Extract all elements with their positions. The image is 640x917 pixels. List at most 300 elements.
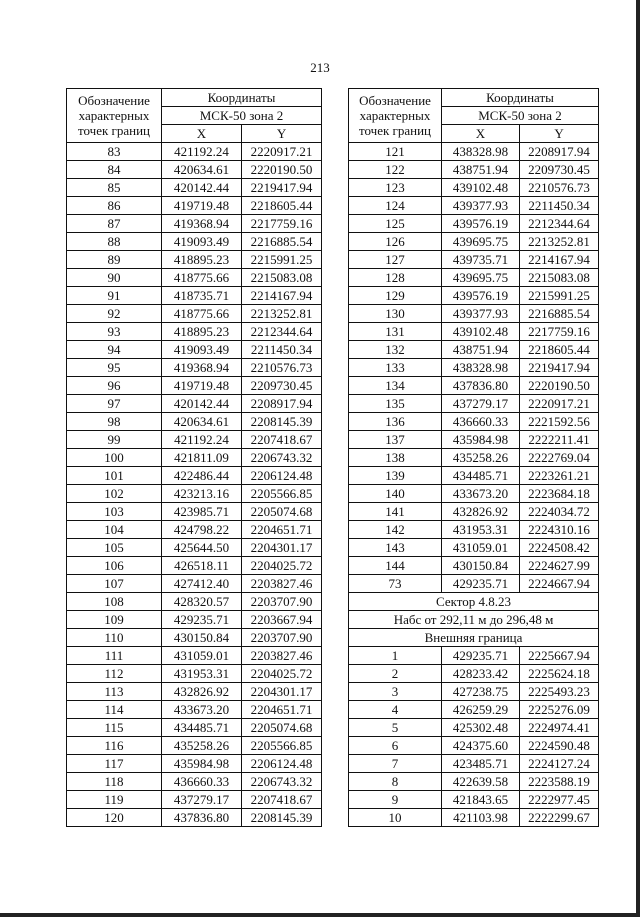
table-row <box>67 143 322 161</box>
table-row <box>67 503 322 521</box>
table-row <box>67 701 322 719</box>
point-number: 88 <box>67 233 162 251</box>
coord-y: 2209730.45 <box>242 377 322 395</box>
coord-x: 419093.49 <box>162 341 242 359</box>
point-number: 124 <box>349 197 442 215</box>
coord-x: 428320.57 <box>162 593 242 611</box>
header-x: X <box>442 125 520 143</box>
table-row <box>67 575 322 593</box>
coord-y: 2208917.94 <box>520 143 599 161</box>
coord-x: 421192.24 <box>162 143 242 161</box>
sector-table-body <box>349 647 599 827</box>
coord-x: 439377.93 <box>442 197 520 215</box>
point-number: 87 <box>67 215 162 233</box>
table-row <box>67 611 322 629</box>
coord-x: 427238.75 <box>442 683 520 701</box>
point-number: 108 <box>67 593 162 611</box>
coord-y: 2215083.08 <box>242 269 322 287</box>
coord-y: 2207418.67 <box>242 791 322 809</box>
point-number: 97 <box>67 395 162 413</box>
coord-x: 439576.19 <box>442 215 520 233</box>
table-row <box>349 503 599 521</box>
coord-y: 2219417.94 <box>520 359 599 377</box>
point-number: 119 <box>67 791 162 809</box>
point-number: 99 <box>67 431 162 449</box>
point-number: 137 <box>349 431 442 449</box>
table-row <box>67 305 322 323</box>
point-number: 7 <box>349 755 442 773</box>
point-number: 115 <box>67 719 162 737</box>
coord-x: 429235.71 <box>442 575 520 593</box>
coord-x: 422639.58 <box>442 773 520 791</box>
coord-y: 2224310.16 <box>520 521 599 539</box>
coord-y: 2204651.71 <box>242 521 322 539</box>
coord-x: 418775.66 <box>162 269 242 287</box>
coord-x: 439695.75 <box>442 269 520 287</box>
coord-x: 418895.23 <box>162 323 242 341</box>
table-row <box>67 539 322 557</box>
point-number: 107 <box>67 575 162 593</box>
coord-x: 438751.94 <box>442 341 520 359</box>
coord-y: 2218605.44 <box>520 341 599 359</box>
coord-y: 2222211.41 <box>520 431 599 449</box>
coord-y: 2203667.94 <box>242 611 322 629</box>
table-row <box>349 377 599 395</box>
coord-y: 2225624.18 <box>520 665 599 683</box>
coord-y: 2205074.68 <box>242 503 322 521</box>
coord-x: 439576.19 <box>442 287 520 305</box>
point-number: 142 <box>349 521 442 539</box>
point-number: 138 <box>349 449 442 467</box>
coord-y: 2218605.44 <box>242 197 322 215</box>
table-row <box>67 359 322 377</box>
point-number: 83 <box>67 143 162 161</box>
point-number: 85 <box>67 179 162 197</box>
point-number: 91 <box>67 287 162 305</box>
coord-y: 2208917.94 <box>242 395 322 413</box>
coord-y: 2223261.21 <box>520 467 599 485</box>
coord-x: 435258.26 <box>442 449 520 467</box>
table-row <box>349 251 599 269</box>
table-row <box>349 665 599 683</box>
right-table-body <box>349 143 599 593</box>
coord-x: 437836.80 <box>162 809 242 827</box>
coord-x: 432826.92 <box>162 683 242 701</box>
point-number: 131 <box>349 323 442 341</box>
point-number: 109 <box>67 611 162 629</box>
table-row <box>67 521 322 539</box>
point-number: 122 <box>349 161 442 179</box>
point-number: 2 <box>349 665 442 683</box>
point-number: 117 <box>67 755 162 773</box>
coord-x: 426518.11 <box>162 557 242 575</box>
coord-x: 430150.84 <box>442 557 520 575</box>
coord-y: 2223588.19 <box>520 773 599 791</box>
coord-x: 421103.98 <box>442 809 520 827</box>
coord-y: 2210576.73 <box>242 359 322 377</box>
table-row <box>67 323 322 341</box>
coord-x: 435984.98 <box>162 755 242 773</box>
table-row <box>67 161 322 179</box>
coord-y: 2213252.81 <box>242 305 322 323</box>
point-number: 84 <box>67 161 162 179</box>
point-number: 1 <box>349 647 442 665</box>
coord-x: 428233.42 <box>442 665 520 683</box>
table-row <box>349 179 599 197</box>
coord-x: 437279.17 <box>162 791 242 809</box>
table-row <box>67 395 322 413</box>
coord-y: 2209730.45 <box>520 161 599 179</box>
table-row <box>349 701 599 719</box>
coord-x: 433673.20 <box>162 701 242 719</box>
sector-height-range: Набс от 292,11 м до 296,48 м <box>349 611 599 629</box>
table-row <box>67 809 322 827</box>
coord-y: 2224974.41 <box>520 719 599 737</box>
table-row <box>67 413 322 431</box>
coord-x: 422486.44 <box>162 467 242 485</box>
table-row <box>349 773 599 791</box>
point-number: 139 <box>349 467 442 485</box>
coord-y: 2223684.18 <box>520 485 599 503</box>
coord-y: 2211450.34 <box>520 197 599 215</box>
table-row <box>67 431 322 449</box>
coord-x: 437279.17 <box>442 395 520 413</box>
coord-x: 431059.01 <box>162 647 242 665</box>
point-number: 130 <box>349 305 442 323</box>
coord-y: 2208145.39 <box>242 413 322 431</box>
table-row <box>349 719 599 737</box>
coord-y: 2206124.48 <box>242 467 322 485</box>
coord-x: 436660.33 <box>442 413 520 431</box>
sector-boundary-label: Внешняя граница <box>349 629 599 647</box>
coord-x: 432826.92 <box>442 503 520 521</box>
header-designation: Обозначение характерных точек границ <box>67 89 162 143</box>
coordinates-table-right <box>348 88 599 827</box>
coord-x: 439102.48 <box>442 323 520 341</box>
coord-y: 2222977.45 <box>520 791 599 809</box>
table-row <box>349 269 599 287</box>
coord-y: 2215991.25 <box>242 251 322 269</box>
table-row <box>349 755 599 773</box>
coord-x: 436660.33 <box>162 773 242 791</box>
coord-y: 2220190.50 <box>520 377 599 395</box>
coord-x: 429235.71 <box>442 647 520 665</box>
table-row <box>67 287 322 305</box>
table-row <box>67 629 322 647</box>
coord-y: 2224667.94 <box>520 575 599 593</box>
coord-y: 2204025.72 <box>242 557 322 575</box>
point-number: 112 <box>67 665 162 683</box>
point-number: 101 <box>67 467 162 485</box>
coord-x: 418895.23 <box>162 251 242 269</box>
coordinates-table-left <box>66 88 322 827</box>
point-number: 129 <box>349 287 442 305</box>
table-row <box>67 773 322 791</box>
left-table-body <box>67 143 322 827</box>
coord-x: 430150.84 <box>162 629 242 647</box>
point-number: 135 <box>349 395 442 413</box>
table-row <box>349 791 599 809</box>
coord-y: 2221592.56 <box>520 413 599 431</box>
coord-y: 2220917.21 <box>520 395 599 413</box>
coord-y: 2204025.72 <box>242 665 322 683</box>
header-coords-system: МСК-50 зона 2 <box>162 107 322 125</box>
coord-x: 419093.49 <box>162 233 242 251</box>
header-y: Y <box>520 125 599 143</box>
point-number: 103 <box>67 503 162 521</box>
coord-y: 2220190.50 <box>242 161 322 179</box>
point-number: 143 <box>349 539 442 557</box>
coord-y: 2205074.68 <box>242 719 322 737</box>
coord-y: 2225667.94 <box>520 647 599 665</box>
point-number: 9 <box>349 791 442 809</box>
scan-edge-right <box>636 0 640 917</box>
table-row <box>349 557 599 575</box>
coord-y: 2203707.90 <box>242 629 322 647</box>
coord-x: 434485.71 <box>442 467 520 485</box>
point-number: 128 <box>349 269 442 287</box>
coord-x: 434485.71 <box>162 719 242 737</box>
point-number: 127 <box>349 251 442 269</box>
table-row <box>349 233 599 251</box>
coord-x: 419368.94 <box>162 359 242 377</box>
coord-x: 418775.66 <box>162 305 242 323</box>
coord-y: 2203827.46 <box>242 575 322 593</box>
table-row <box>67 719 322 737</box>
table-row <box>67 683 322 701</box>
point-number: 140 <box>349 485 442 503</box>
table-row <box>349 197 599 215</box>
point-number: 132 <box>349 341 442 359</box>
table-row <box>349 539 599 557</box>
coord-x: 439102.48 <box>442 179 520 197</box>
point-number: 98 <box>67 413 162 431</box>
table-row <box>349 467 599 485</box>
coord-x: 419719.48 <box>162 377 242 395</box>
point-number: 104 <box>67 521 162 539</box>
coord-y: 2208145.39 <box>242 809 322 827</box>
coord-x: 426259.29 <box>442 701 520 719</box>
table-row <box>67 197 322 215</box>
table-row <box>349 287 599 305</box>
coord-y: 2217759.16 <box>520 323 599 341</box>
point-number: 121 <box>349 143 442 161</box>
coord-y: 2214167.94 <box>520 251 599 269</box>
point-number: 4 <box>349 701 442 719</box>
coord-y: 2204301.17 <box>242 539 322 557</box>
coord-y: 2222299.67 <box>520 809 599 827</box>
point-number: 111 <box>67 647 162 665</box>
coord-x: 439377.93 <box>442 305 520 323</box>
coord-y: 2224627.99 <box>520 557 599 575</box>
point-number: 5 <box>349 719 442 737</box>
table-row <box>349 413 599 431</box>
coord-y: 2210576.73 <box>520 179 599 197</box>
point-number: 120 <box>67 809 162 827</box>
coord-x: 424798.22 <box>162 521 242 539</box>
coord-x: 438328.98 <box>442 143 520 161</box>
coord-y: 2224590.48 <box>520 737 599 755</box>
table-row <box>349 215 599 233</box>
table-row <box>67 377 322 395</box>
point-number: 126 <box>349 233 442 251</box>
table-row <box>67 791 322 809</box>
header-coords-system: МСК-50 зона 2 <box>442 107 599 125</box>
coord-y: 2215083.08 <box>520 269 599 287</box>
point-number: 90 <box>67 269 162 287</box>
table-row <box>349 395 599 413</box>
point-number: 113 <box>67 683 162 701</box>
coord-y: 2213252.81 <box>520 233 599 251</box>
coord-x: 418735.71 <box>162 287 242 305</box>
coord-x: 419719.48 <box>162 197 242 215</box>
table-row <box>349 575 599 593</box>
coord-y: 2224508.42 <box>520 539 599 557</box>
table-row <box>67 467 322 485</box>
point-number: 86 <box>67 197 162 215</box>
table-row <box>349 521 599 539</box>
coord-x: 438328.98 <box>442 359 520 377</box>
coord-x: 438751.94 <box>442 161 520 179</box>
table-row <box>67 593 322 611</box>
coord-y: 2219417.94 <box>242 179 322 197</box>
point-number: 114 <box>67 701 162 719</box>
point-number: 105 <box>67 539 162 557</box>
coord-x: 421811.09 <box>162 449 242 467</box>
point-number: 118 <box>67 773 162 791</box>
header-x: X <box>162 125 242 143</box>
table-row <box>67 341 322 359</box>
point-number: 10 <box>349 809 442 827</box>
coord-y: 2216885.54 <box>242 233 322 251</box>
table-row <box>349 737 599 755</box>
coord-y: 2225276.09 <box>520 701 599 719</box>
coord-y: 2207418.67 <box>242 431 322 449</box>
coord-x: 431953.31 <box>442 521 520 539</box>
table-row <box>349 485 599 503</box>
coord-y: 2204301.17 <box>242 683 322 701</box>
point-number: 141 <box>349 503 442 521</box>
coord-y: 2204651.71 <box>242 701 322 719</box>
coord-y: 2203707.90 <box>242 593 322 611</box>
coord-y: 2211450.34 <box>242 341 322 359</box>
point-number: 94 <box>67 341 162 359</box>
point-number: 144 <box>349 557 442 575</box>
coord-x: 427412.40 <box>162 575 242 593</box>
coord-y: 2224127.24 <box>520 755 599 773</box>
table-row <box>67 647 322 665</box>
point-number: 93 <box>67 323 162 341</box>
coord-x: 423213.16 <box>162 485 242 503</box>
coord-y: 2203827.46 <box>242 647 322 665</box>
coord-x: 419368.94 <box>162 215 242 233</box>
coord-y: 2215991.25 <box>520 287 599 305</box>
point-number: 95 <box>67 359 162 377</box>
point-number: 106 <box>67 557 162 575</box>
table-row <box>67 485 322 503</box>
point-number: 116 <box>67 737 162 755</box>
coord-x: 423485.71 <box>442 755 520 773</box>
point-number: 8 <box>349 773 442 791</box>
point-number: 133 <box>349 359 442 377</box>
table-row <box>349 161 599 179</box>
page-number: 213 <box>310 60 330 75</box>
coord-x: 439695.75 <box>442 233 520 251</box>
coord-y: 2225493.23 <box>520 683 599 701</box>
coord-x: 423985.71 <box>162 503 242 521</box>
table-row <box>67 251 322 269</box>
table-row <box>349 683 599 701</box>
header-coords-title: Координаты <box>442 89 599 107</box>
point-number: 92 <box>67 305 162 323</box>
coord-x: 439735.71 <box>442 251 520 269</box>
table-row <box>67 755 322 773</box>
coord-x: 421192.24 <box>162 431 242 449</box>
table-row <box>67 557 322 575</box>
coord-x: 420142.44 <box>162 395 242 413</box>
coord-x: 425644.50 <box>162 539 242 557</box>
coord-x: 431953.31 <box>162 665 242 683</box>
coord-x: 437836.80 <box>442 377 520 395</box>
table-row <box>67 233 322 251</box>
point-number: 100 <box>67 449 162 467</box>
point-number: 96 <box>67 377 162 395</box>
coord-y: 2216885.54 <box>520 305 599 323</box>
table-row <box>67 179 322 197</box>
coord-y: 2206743.32 <box>242 773 322 791</box>
coord-y: 2205566.85 <box>242 737 322 755</box>
table-row <box>349 809 599 827</box>
coord-y: 2206743.32 <box>242 449 322 467</box>
coord-x: 435984.98 <box>442 431 520 449</box>
coord-x: 420634.61 <box>162 413 242 431</box>
point-number: 6 <box>349 737 442 755</box>
table-row <box>349 341 599 359</box>
coord-x: 425302.48 <box>442 719 520 737</box>
point-number: 110 <box>67 629 162 647</box>
coord-y: 2214167.94 <box>242 287 322 305</box>
table-row <box>349 431 599 449</box>
header-y: Y <box>242 125 322 143</box>
scan-edge-bottom <box>0 913 640 917</box>
coord-x: 431059.01 <box>442 539 520 557</box>
table-row <box>349 647 599 665</box>
table-row <box>349 323 599 341</box>
point-number: 123 <box>349 179 442 197</box>
coord-x: 420634.61 <box>162 161 242 179</box>
coord-y: 2224034.72 <box>520 503 599 521</box>
point-number: 136 <box>349 413 442 431</box>
point-number: 125 <box>349 215 442 233</box>
table-row <box>349 143 599 161</box>
table-row <box>67 737 322 755</box>
coord-y: 2212344.64 <box>242 323 322 341</box>
table-row <box>67 449 322 467</box>
table-row <box>349 449 599 467</box>
point-number: 89 <box>67 251 162 269</box>
point-number: 73 <box>349 575 442 593</box>
table-row <box>67 665 322 683</box>
coord-x: 429235.71 <box>162 611 242 629</box>
coord-y: 2217759.16 <box>242 215 322 233</box>
table-row <box>349 305 599 323</box>
coord-x: 435258.26 <box>162 737 242 755</box>
coord-y: 2220917.21 <box>242 143 322 161</box>
point-number: 102 <box>67 485 162 503</box>
point-number: 134 <box>349 377 442 395</box>
table-row <box>67 269 322 287</box>
coord-x: 424375.60 <box>442 737 520 755</box>
